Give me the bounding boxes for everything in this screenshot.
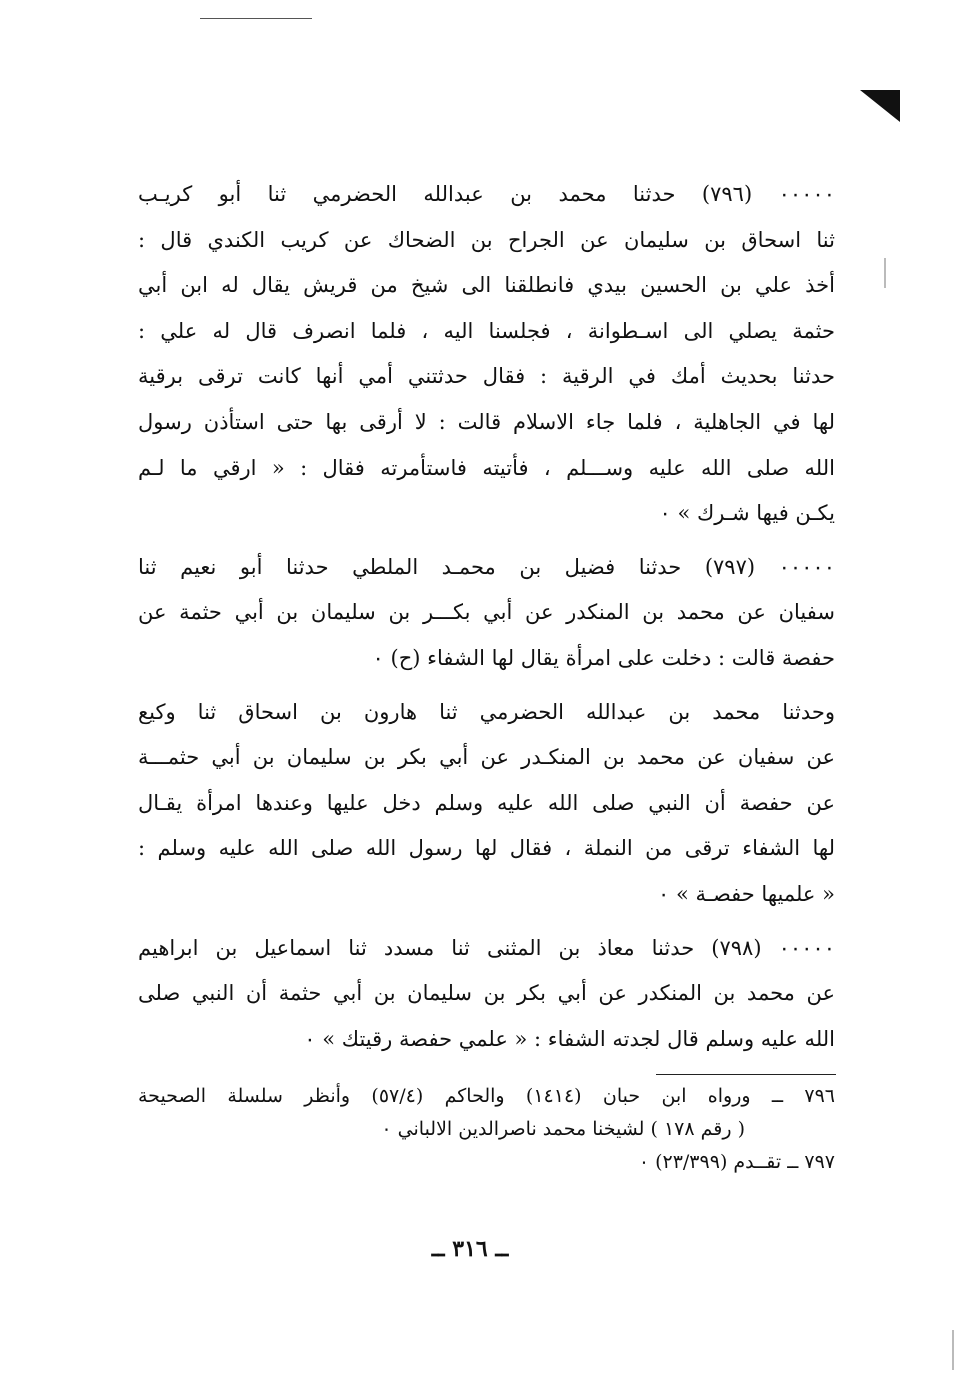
text-line: حدثنا بحديث أمك في الرقية : فقال حدثتني أمي أنها كانت ترقى برقية xyxy=(138,364,835,389)
footnote-796-continuation: ( رقم ١٧٨ ) لشيخنا محمد ناصرالدين الالباني ٠ xyxy=(381,1118,745,1140)
text-line: « علميها حفصـة » ٠ xyxy=(658,881,835,906)
footnotes xyxy=(138,1080,835,1179)
text-line: عن سفيان عن محمد بن المنكـدر عن أبي بكر بن سليمان بن أبي حثمـــة xyxy=(138,745,835,770)
text-line: لها في الجاهلية ، فلما جاء الاسلام قالت : لا أرقى بها حتى استأذن رسول xyxy=(138,409,835,434)
top-rule xyxy=(200,18,312,19)
text-line: عن حفصة أن النبي صلى الله عليه وسلم دخل عليها وعندها امرأة يقـال xyxy=(138,790,835,815)
hadith-paragraph-796 xyxy=(138,172,835,537)
footnote-797: ٧٩٧ ــ تقــدم (٢٣/٣٩٩) ٠ xyxy=(638,1151,835,1173)
text-line: ٠٠٠٠٠ (٧٩٧) حدثنا فضيل بن محمـد الملطي حدثنا أبو نعيم ثنا xyxy=(138,554,835,579)
corner-triangle-mark xyxy=(860,90,900,122)
text-line: لها الشفاء ترقى من النملة ، فقال لها رسول الله صلى الله عليه وسلم : xyxy=(138,836,835,861)
text-line: وحدثنا محمد بن عبدالله الحضرمي ثنا هارون بن اسحاق ثنا وكيع xyxy=(138,699,835,724)
page-number: ــ ٣١٦ ــ xyxy=(431,1236,509,1262)
text-line: الله عليه وسلم قال لجدته الشفاء : « علمي حفصة رقيتك » ٠ xyxy=(304,1026,835,1051)
text-line: الله صلى الله عليه وســـلم ، فأتيته فاستأمرته فقال : « ارقي ما لـم xyxy=(138,455,835,480)
hadith-paragraph-798 xyxy=(138,926,835,1063)
hadith-paragraph-797 xyxy=(138,545,835,682)
hadith-text xyxy=(138,172,835,1062)
footnote-796: ٧٩٦ ــ ورواه ابن حبان (١٤١٤) والحاكم (٥٧/٤) وأنظر سلسلة الصحيحة xyxy=(138,1085,835,1107)
text-line: أخذ علي بن الحسين بيدي فانطلقنا الى شيخ من قريش يقال له ابن أبي xyxy=(138,273,835,298)
text-line: ٠٠٠٠٠ (٧٩٦) حدثنا محمد بن عبدالله الحضرمي ثنا أبو كريـب xyxy=(138,182,835,206)
scan-speck xyxy=(884,258,886,288)
text-line: حفصة قالت : دخلت على امرأة يقال لها الشفاء (ح) ٠ xyxy=(372,645,835,670)
text-line: ٠٠٠٠٠ (٧٩٨) حدثنا معاذ بن المثنى ثنا مسدد ثنا اسماعيل بن ابراهيم xyxy=(138,935,835,960)
text-line: يكـن فيها شـرك » ٠ xyxy=(659,501,835,526)
text-line: عن محمد بن المنكدر عن أبي بكر بن سليمان بن أبي حثمة أن النبي صلى xyxy=(138,981,835,1006)
text-line: ثنا اسحاق بن سليمان عن الجراح بن الضحاك عن كريب الكندي قال : xyxy=(138,227,835,252)
text-line: سفيان عن محمد بن المنكدر عن أبي بكـــر بن سليمان بن أبي حثمة عن xyxy=(138,600,835,625)
footnote-separator xyxy=(656,1074,836,1075)
hadith-paragraph-797-alt-chain xyxy=(138,690,835,918)
text-line: حثمة يصلي الى اسـطوانة ، فجلسنا اليه ، فلما انصرف قال له علي : xyxy=(138,318,835,343)
scan-speck xyxy=(952,1330,954,1370)
